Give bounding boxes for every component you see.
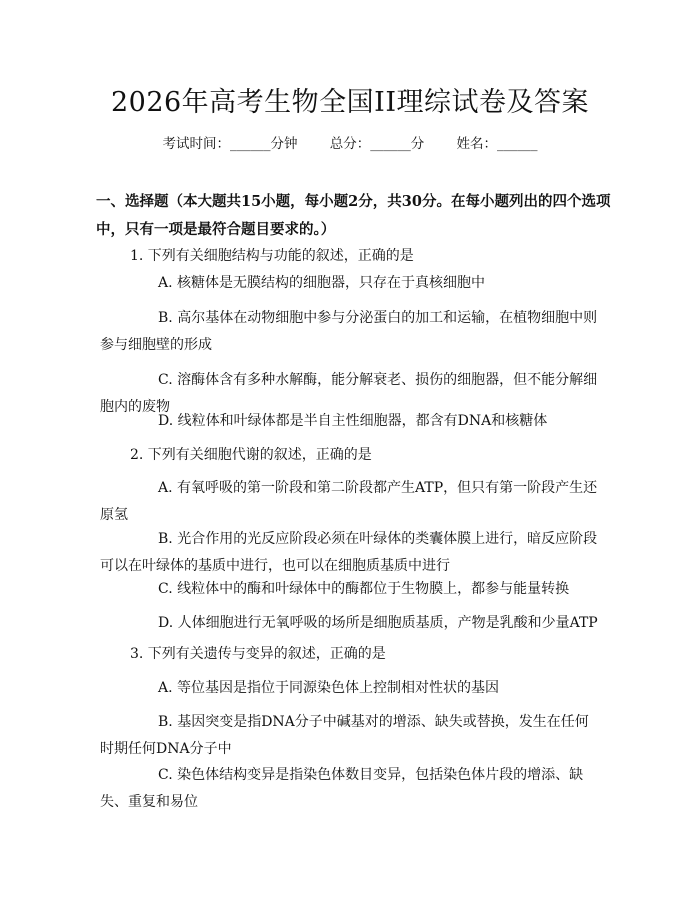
question-2-option-a: A. 有氧呼吸的第一阶段和第二阶段都产生ATP，但只有第一阶段产生还原氢 — [100, 480, 598, 523]
question-2-option-d: D. 人体细胞进行无氧呼吸的场所是细胞质基质，产物是乳酸和少量ATP — [158, 615, 598, 631]
question-2-stem: 2. 下列有关细胞代谢的叙述，正确的是 — [130, 447, 372, 463]
question-2-option-c: C. 线粒体中的酶和叶绿体中的酶都位于生物膜上，都参与能量转换 — [158, 581, 570, 597]
section-heading: 一、选择题（本大题共15小题，每小题2分，共30分。在每小题列出的四个选项中，只有一项是最符合题目要求的。） — [96, 193, 611, 238]
question-1-option-c: C. 溶酶体含有多种水解酶，能分解衰老、损伤的细胞器，但不能分解细胞内的废物 — [100, 372, 598, 415]
question-3-option-c: C. 染色体结构变异是指染色体数目变异，包括染色体片段的增添、缺失、重复和易位 — [100, 767, 584, 810]
exam-meta — [0, 132, 700, 152]
question-2-option-b: B. 光合作用的光反应阶段必须在叶绿体的类囊体膜上进行，暗反应阶段可以在叶绿体的基质中进行，也可以在细胞质基质中进行 — [100, 531, 598, 574]
question-3-stem: 3. 下列有关遗传与变异的叙述，正确的是 — [130, 646, 386, 662]
exam-time-field: 考试时间：______分钟 — [162, 136, 298, 152]
question-1-option-d: D. 线粒体和叶绿体都是半自主性细胞器，都含有DNA和核糖体 — [158, 413, 548, 429]
question-3-option-a: A. 等位基因是指位于同源染色体上控制相对性状的基因 — [158, 680, 500, 696]
question-1-option-a: A. 核糖体是无膜结构的细胞器，只存在于真核细胞中 — [158, 275, 486, 291]
question-3-option-b: B. 基因突变是指DNA分子中碱基对的增添、缺失或替换，发生在任何时期任何DNA分子中 — [100, 714, 589, 757]
page-title: 2026年高考生物全国II理综试卷及答案 — [110, 87, 590, 118]
student-name-field: 姓名：______ — [456, 136, 538, 152]
question-1-option-b: B. 高尔基体在动物细胞中参与分泌蛋白的加工和运输，在植物细胞中则参与细胞壁的形成 — [100, 310, 598, 353]
total-score-field: 总分：______分 — [329, 136, 425, 152]
question-1-stem: 1. 下列有关细胞结构与功能的叙述，正确的是 — [130, 248, 414, 264]
